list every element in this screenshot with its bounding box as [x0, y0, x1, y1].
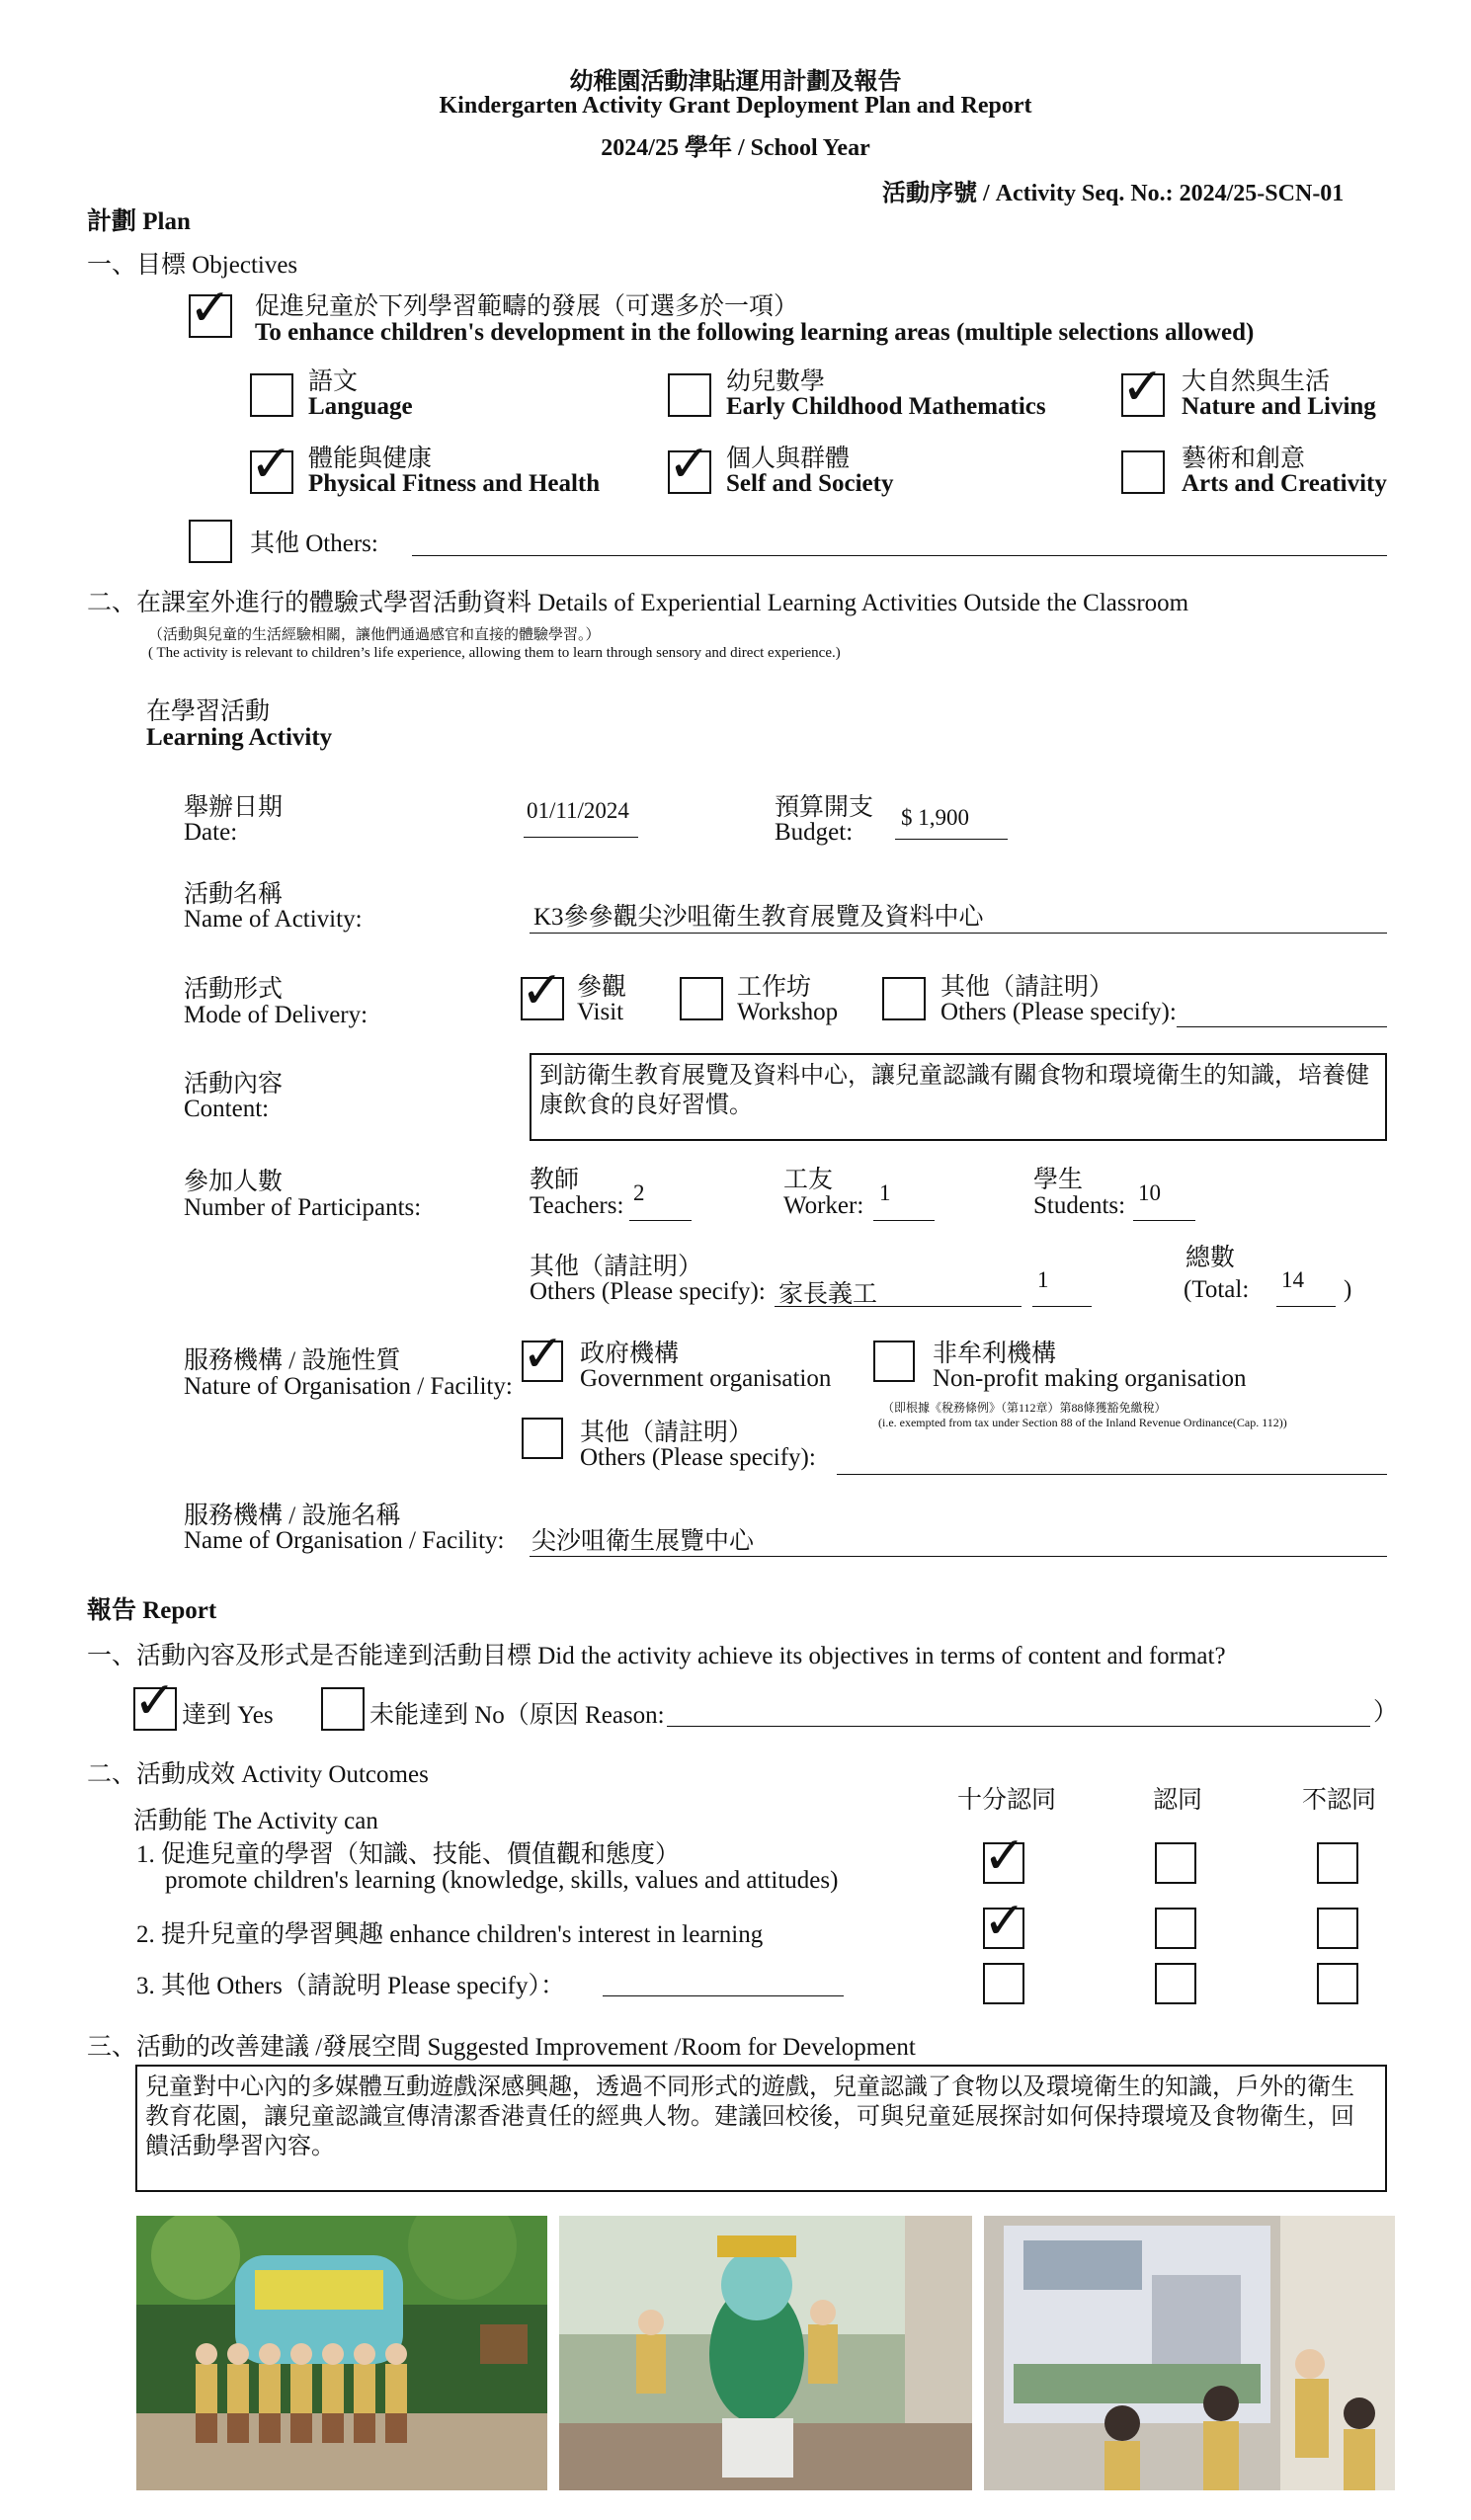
area-self-society-en: Self and Society: [726, 470, 894, 497]
achieved-no-checkbox[interactable]: [321, 1687, 365, 1731]
budget-label-zh: 預算開支: [775, 794, 874, 821]
mode-workshop-en: Workshop: [737, 999, 839, 1025]
photo-group-outdoor: [136, 2216, 547, 2490]
achieved-no-label: 未能達到 No（原因 Reason:: [369, 1702, 665, 1729]
others-participants-desc: 家長義工: [778, 1281, 878, 1308]
content-value: 到訪衛生教育展覽及資料中心，讓兒童認識有關食物和環境衛生的知識，培養健康飲食的良好習慣。: [539, 1063, 1369, 1118]
others-participants-desc-field[interactable]: [775, 1306, 1022, 1307]
participants-label-zh: 參加人數: [184, 1169, 284, 1195]
outcome-2-disagree-checkbox[interactable]: [1317, 1908, 1358, 1949]
reason-field[interactable]: [667, 1726, 1370, 1727]
area-nature-checkbox[interactable]: ✓: [1121, 358, 1165, 417]
outcome-2-line1: 2. 提升兒童的學習興趣 enhance children's interest in learning: [136, 1921, 764, 1948]
students-label-zh: 學生: [1033, 1167, 1084, 1193]
org-government-checkbox[interactable]: ✓: [522, 1325, 565, 1384]
section2-note-zh: （活動與兒童的生活經驗相關，讓他們通過感官和直接的體驗學習。）: [148, 627, 601, 643]
area-mathematics-en: Early Childhood Mathematics: [726, 393, 1046, 420]
students-value: 10: [1138, 1180, 1161, 1205]
col-agree: 認同: [1153, 1787, 1203, 1814]
area-nature-zh: 大自然與生活: [1182, 368, 1331, 395]
total-label-zh: 總數: [1185, 1245, 1236, 1271]
worker-label-en: Worker:: [783, 1192, 864, 1219]
teachers-field[interactable]: [629, 1220, 692, 1221]
area-arts-zh: 藝術和創意: [1182, 446, 1306, 472]
achieved-yes-checkbox[interactable]: ✓: [133, 1671, 177, 1731]
outcome-2-agree-checkbox[interactable]: [1155, 1908, 1196, 1949]
school-year: 2024/25 學年 / School Year: [601, 135, 870, 161]
learning-activity-zh: 在學習活動: [146, 698, 271, 725]
students-label-en: Students:: [1033, 1192, 1126, 1219]
title-zh: 幼稚園活動津貼運用計劃及報告: [569, 69, 902, 95]
org-name-value: 尖沙咀衛生展覽中心: [531, 1528, 755, 1555]
area-language-en: Language: [308, 393, 413, 420]
org-name-label-en: Name of Organisation / Facility:: [184, 1527, 505, 1554]
org-name-field[interactable]: [530, 1556, 1387, 1557]
org-others-field[interactable]: [837, 1474, 1387, 1475]
org-name-label-zh: 服務機構 / 設施名稱: [184, 1503, 401, 1529]
org-government-zh: 政府機構: [580, 1341, 680, 1367]
area-mathematics-checkbox[interactable]: [668, 373, 711, 417]
total-label-en: (Total:: [1184, 1276, 1250, 1303]
date-label-zh: 舉辦日期: [184, 794, 284, 821]
org-others-checkbox[interactable]: [522, 1418, 563, 1459]
mode-visit-zh: 參觀: [577, 974, 627, 1001]
area-mathematics-zh: 幼兒數學: [726, 368, 826, 395]
mode-visit-en: Visit: [577, 999, 624, 1025]
date-field[interactable]: [524, 837, 638, 838]
mode-label-en: Mode of Delivery:: [184, 1002, 368, 1028]
budget-value: $ 1,900: [901, 805, 969, 830]
date-value: 01/11/2024: [527, 798, 629, 823]
learning-activity-en: Learning Activity: [146, 724, 333, 751]
achieved-yes-label: 達到 Yes: [182, 1702, 274, 1729]
content-label-zh: 活動內容: [184, 1071, 284, 1097]
date-label-en: Date:: [184, 819, 238, 846]
report-heading: 報告 Report: [87, 1597, 217, 1624]
area-language-checkbox[interactable]: [250, 373, 293, 417]
enhance-label-zh: 促進兒童於下列學習範疇的發展（可選多於一項）: [255, 293, 799, 320]
activity-name-label-en: Name of Activity:: [184, 906, 363, 933]
area-language-zh: 語文: [308, 368, 359, 395]
objectives-others-field[interactable]: [412, 555, 1387, 556]
total-field[interactable]: [1276, 1306, 1336, 1307]
objectives-others-checkbox[interactable]: [189, 520, 232, 563]
org-government-en: Government organisation: [580, 1365, 832, 1392]
enhance-checkbox[interactable]: ✓: [189, 279, 232, 338]
mode-workshop-zh: 工作坊: [737, 974, 812, 1001]
outcome-1-line1: 1. 促進兒童的學習（知識、技能、價值觀和態度）: [136, 1841, 681, 1868]
teachers-label-zh: 教師: [530, 1167, 580, 1193]
section2-heading: 二、在課室外進行的體驗式學習活動資料 Details of Experiential Learning Activities Outside the Classroom: [87, 590, 1189, 616]
org-npo-note-zh: （即根據《稅務條例》（第112章）第88條獲豁免繳稅）: [882, 1401, 1167, 1415]
mode-others-zh: 其他（請註明）: [940, 974, 1114, 1001]
teachers-label-en: Teachers:: [530, 1192, 624, 1219]
others-participants-en: Others (Please specify):: [530, 1278, 766, 1305]
worker-value: 1: [879, 1180, 891, 1205]
reason-close: ）: [1373, 1699, 1399, 1726]
outcome-3-strongly-agree-checkbox[interactable]: [983, 1963, 1024, 2004]
org-npo-en: Non-profit making organisation: [933, 1365, 1247, 1392]
outcome-2-strongly-agree-checkbox[interactable]: ✓: [983, 1892, 1026, 1951]
budget-label-en: Budget:: [775, 819, 854, 846]
objectives-others-label: 其他 Others:: [250, 530, 378, 557]
outcome-3-agree-checkbox[interactable]: [1155, 1963, 1196, 2004]
others-participants-count-field[interactable]: [1032, 1306, 1092, 1307]
budget-field[interactable]: [895, 839, 1008, 840]
objectives-heading: 一、目標 Objectives: [87, 252, 298, 279]
outcomes-heading: 二、活動成效 Activity Outcomes: [87, 1761, 429, 1788]
col-strongly-agree: 十分認同: [957, 1787, 1057, 1814]
outcome-1-agree-checkbox[interactable]: [1155, 1842, 1196, 1884]
org-others-en: Others (Please specify):: [580, 1444, 816, 1471]
activity-seq-no: 活動序號 / Activity Seq. No.: 2024/25-SCN-01: [882, 181, 1345, 206]
org-others-zh: 其他（請註明）: [580, 1420, 754, 1446]
area-physical-en: Physical Fitness and Health: [308, 470, 601, 497]
area-arts-checkbox[interactable]: [1121, 450, 1165, 494]
participants-label-en: Number of Participants:: [184, 1194, 422, 1221]
enhance-label-en: To enhance children's development in the following learning areas (multiple selections allowed): [255, 319, 1255, 346]
report-q1: 一、活動內容及形式是否能達到活動目標 Did the activity achieve its objectives in terms of content and format?: [87, 1643, 1226, 1669]
org-nature-label-zh: 服務機構 / 設施性質: [184, 1347, 401, 1374]
others-participants-zh: 其他（請註明）: [530, 1254, 703, 1280]
title-en: Kindergarten Activity Grant Deployment Plan and Report: [439, 93, 1032, 119]
mode-label-zh: 活動形式: [184, 976, 284, 1003]
org-npo-note-en: (i.e. exempted from tax under Section 88 of the Inland Revenue Ordinance(Cap. 112)): [878, 1416, 1287, 1429]
section2-note-en: ( The activity is relevant to children’s life experience, allowing them to learn through sensory and direct experience.): [148, 645, 841, 661]
worker-label-zh: 工友: [783, 1167, 834, 1193]
improvement-heading: 三、活動的改善建議 /發展空間 Suggested Improvement /Room for Development: [87, 2034, 916, 2061]
total-close: ): [1344, 1276, 1352, 1303]
area-physical-checkbox[interactable]: ✓: [250, 435, 293, 494]
org-npo-zh: 非牟利機構: [933, 1341, 1057, 1367]
improvement-text: 兒童對中心內的多媒體互動遊戲深感興趣，透過不同形式的遊戲，兒童認識了食物以及環境衛生的知識，戶外的衛生教育花園，讓兒童認識宣傳清潔香港責任的經典人物。建議回校後，可與兒童延展探討如何保持環境及食物衛生，回饋活動學習內容。: [145, 2074, 1354, 2159]
area-arts-en: Arts and Creativity: [1182, 470, 1387, 497]
worker-field[interactable]: [873, 1220, 935, 1221]
area-self-society-zh: 個人與群體: [726, 446, 851, 472]
mode-others-checkbox[interactable]: [882, 977, 926, 1020]
students-field[interactable]: [1133, 1220, 1195, 1221]
plan-heading: 計劃 Plan: [87, 208, 191, 235]
mode-others-en: Others (Please specify):: [940, 999, 1177, 1025]
outcome-3-disagree-checkbox[interactable]: [1317, 1963, 1358, 2004]
area-physical-zh: 體能與健康: [308, 446, 433, 472]
improvement-box[interactable]: [135, 2065, 1387, 2192]
org-npo-checkbox[interactable]: [873, 1341, 915, 1382]
photo-interactive-screen: [984, 2216, 1395, 2490]
content-box[interactable]: [530, 1053, 1387, 1141]
mode-workshop-checkbox[interactable]: [680, 977, 723, 1020]
outcome-1-disagree-checkbox[interactable]: [1317, 1842, 1358, 1884]
teachers-value: 2: [633, 1180, 645, 1205]
content-label-en: Content:: [184, 1096, 270, 1122]
outcome-1-line2: promote children's learning (knowledge, skills, values and attitudes): [165, 1867, 839, 1894]
outcome-1-strongly-agree-checkbox[interactable]: ✓: [983, 1827, 1026, 1886]
activity-name-value: K3參參觀尖沙咀衛生教育展覽及資料中心: [533, 904, 984, 931]
activity-name-field[interactable]: [530, 933, 1387, 934]
outcome-3-line1: 3. 其他 Others（請說明 Please specify）：: [136, 1973, 565, 1999]
area-nature-en: Nature and Living: [1182, 393, 1376, 420]
total-value: 14: [1281, 1267, 1304, 1292]
activity-can: 活動能 The Activity can: [133, 1808, 378, 1834]
mode-visit-checkbox[interactable]: ✓: [521, 961, 564, 1020]
area-self-society-checkbox[interactable]: ✓: [668, 435, 711, 494]
col-disagree: 不認同: [1302, 1787, 1377, 1814]
outcome-3-specify-field[interactable]: [603, 1995, 844, 1996]
others-participants-value: 1: [1037, 1267, 1049, 1292]
photo-mascot-statue: [559, 2216, 972, 2490]
activity-name-label-zh: 活動名稱: [184, 881, 284, 908]
org-nature-label-en: Nature of Organisation / Facility:: [184, 1373, 513, 1400]
mode-others-field[interactable]: [1177, 1026, 1387, 1027]
